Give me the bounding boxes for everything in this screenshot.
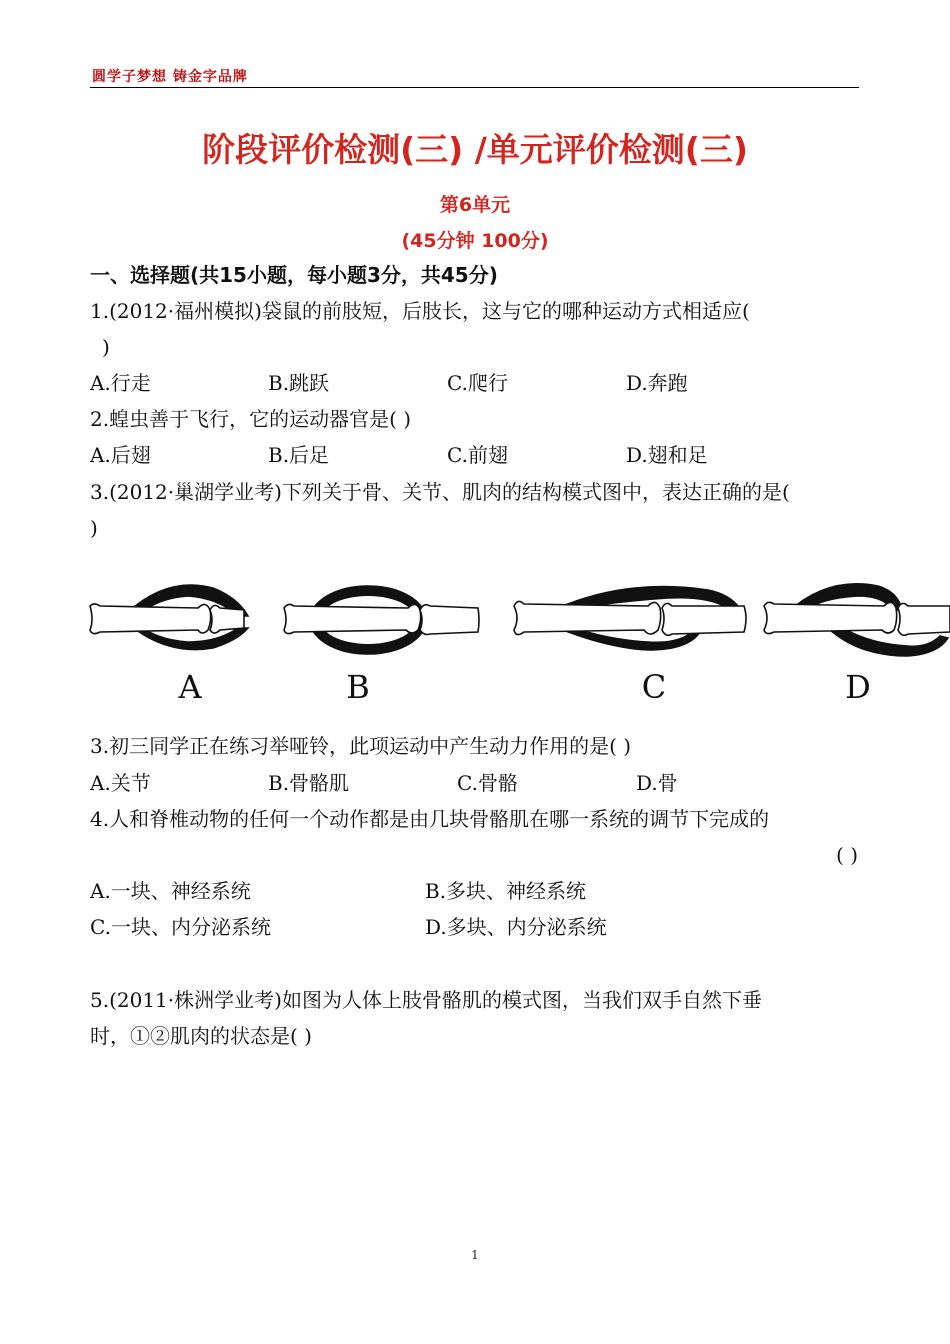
time-score: (45分钟 100分) (401, 230, 549, 252)
page-title: 阶段评价检测(三) /单元评价检测(三) (202, 130, 748, 169)
joint-diagram-a (90, 585, 248, 650)
question-2-option-a: A.后翅 (90, 443, 151, 467)
figure-label-c: C (641, 668, 667, 706)
joint-diagram-d (764, 584, 950, 656)
question-2-option-b: B.后足 (268, 443, 330, 467)
figure-label-a: A (178, 668, 202, 706)
question-2-stem: 2.蝗虫善于飞行，它的运动器官是( ) (90, 407, 412, 431)
bone-c-right (662, 603, 746, 635)
question-4-option-b: B.多块、神经系统 (425, 879, 587, 903)
joint-diagram-b (284, 586, 479, 654)
unit-subtitle: 第6单元 (439, 194, 511, 216)
question-3-stem-end: ) (90, 516, 98, 540)
question-1-option-d: D.奔跑 (626, 371, 688, 395)
question-3-stem: 3.(2012·巢湖学业考)下列关于骨、关节、肌肉的结构模式图中，表达正确的是( (90, 480, 790, 504)
question-4-option-a: A.一块、神经系统 (90, 879, 251, 903)
question-3b-option-d: D.骨 (636, 771, 678, 795)
question-5-stem-end: 时，①②肌肉的状态是( ) (90, 1024, 312, 1048)
header-slogan: 圆学子梦想 铸金字品牌 (92, 69, 248, 85)
bone-a-right (210, 605, 244, 633)
section-heading: 一、选择题(共15小题，每小题3分，共45分) (90, 263, 498, 287)
question-3b-stem: 3.初三同学正在练习举哑铃，此项运动中产生动力作用的是( ) (90, 734, 632, 758)
figure-label-b: B (346, 668, 370, 706)
bone-d-left (764, 602, 897, 633)
question-4-stem: 4.人和脊椎动物的任何一个动作都是由几块骨骼肌在哪一系统的调节下完成的 (90, 807, 770, 831)
question-3b-option-a: A.关节 (90, 771, 151, 795)
joint-diagram-c (514, 587, 746, 650)
question-1-stem-end: ) (102, 335, 110, 359)
question-2-option-c: C.前翅 (447, 443, 508, 467)
bone-b-left (284, 604, 421, 633)
question-3b-option-b: B.骨骼肌 (268, 771, 350, 795)
bone-b-right (420, 605, 479, 635)
question-4-option-d: D.多块、内分泌系统 (425, 915, 607, 939)
header-divider (90, 87, 859, 88)
joint-diagram-figure (88, 576, 950, 706)
bone-d-right (898, 603, 950, 635)
question-2-option-d: D.翅和足 (626, 443, 708, 467)
question-4-option-c: C.一块、内分泌系统 (90, 915, 271, 939)
page-number: 1 (471, 1248, 479, 1262)
figure-label-d: D (845, 668, 871, 706)
question-5-stem: 5.(2011·株洲学业考)如图为人体上肢骨骼肌的模式图，当我们双手自然下垂 (90, 988, 762, 1012)
question-1-stem: 1.(2012·福州模拟)袋鼠的前肢短，后肢长，这与它的哪种运动方式相适应( (90, 299, 750, 323)
question-1-option-a: A.行走 (90, 371, 151, 395)
question-3b-option-c: C.骨骼 (457, 771, 518, 795)
bone-a-left (90, 604, 211, 634)
bone-c-left (514, 601, 661, 634)
question-1-option-c: C.爬行 (447, 371, 508, 395)
question-4-stem-end: ( ) (836, 843, 858, 867)
question-1-option-b: B.跳跃 (268, 371, 330, 395)
